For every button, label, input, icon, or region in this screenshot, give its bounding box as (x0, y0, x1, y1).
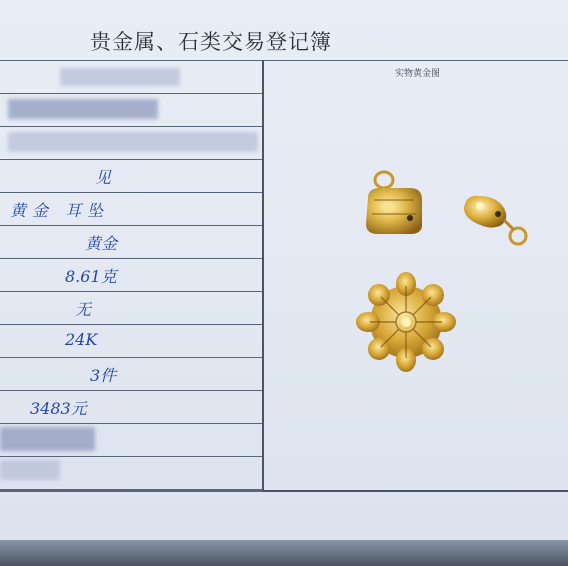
form-row (0, 258, 262, 292)
redaction-blur (8, 99, 158, 119)
form-row (0, 192, 262, 226)
row-value: 见 (95, 168, 112, 187)
row-value: 3件 (90, 366, 117, 385)
row-value: 黄金 (85, 234, 118, 253)
form-row (0, 291, 262, 325)
redaction-blur (60, 68, 180, 86)
gold-flower-pendant-image (356, 272, 456, 372)
gold-pendant-charm-image (360, 170, 434, 240)
form-row (0, 324, 262, 358)
row-value: 24K (65, 330, 98, 349)
desk-background-strip (0, 540, 568, 566)
form-row (0, 126, 262, 160)
form-row (0, 60, 262, 94)
photo-caption: 实物黄金图 (395, 69, 441, 79)
redaction-blur (0, 427, 95, 451)
form-row (0, 159, 262, 193)
redaction-blur (8, 132, 258, 152)
table-bottom-border (0, 490, 262, 492)
form-row (0, 357, 262, 391)
row-value: 3483元 (30, 399, 87, 418)
gold-earring-image (460, 190, 536, 252)
form-row (0, 423, 262, 457)
form-title: 贵金属、石类交易登记簿 (90, 30, 332, 54)
form-row (0, 225, 262, 259)
row-value: 8.61克 (65, 267, 117, 286)
form-row (0, 390, 262, 424)
form-row (0, 93, 262, 127)
row-value: 无 (75, 300, 92, 319)
form-row (0, 456, 262, 490)
row-value: 黄金 耳坠 (10, 201, 110, 220)
redaction-blur (0, 460, 60, 480)
